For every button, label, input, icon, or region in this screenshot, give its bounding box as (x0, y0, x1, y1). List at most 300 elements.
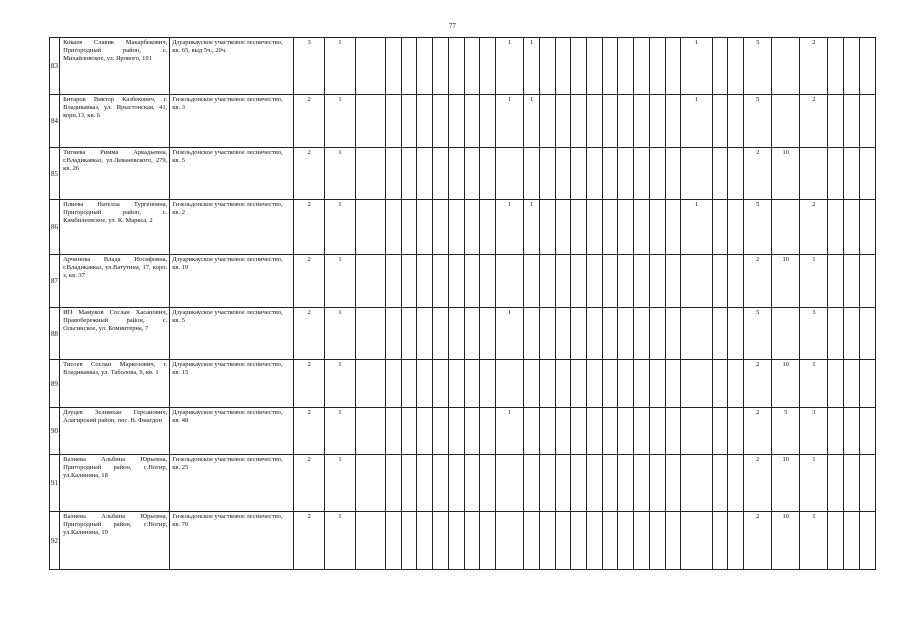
value-cell (464, 255, 480, 308)
value-cell (772, 308, 800, 360)
value-cell (618, 360, 634, 408)
value-cell (555, 148, 571, 200)
value-cell (571, 308, 587, 360)
value-cell (859, 38, 875, 95)
value-cell (480, 512, 496, 570)
value-cell (844, 95, 860, 148)
value-cell (844, 200, 860, 255)
forest-location: Дзуарикауское участковое лесничество, кв. 15 (170, 360, 294, 408)
table-row (50, 255, 876, 308)
value-cell (480, 148, 496, 200)
value-cell (539, 95, 555, 148)
value-cell: 5 (744, 38, 772, 95)
value-cell (401, 255, 417, 308)
value-cell (433, 308, 449, 360)
value-cell (571, 408, 587, 455)
value-cell (586, 200, 602, 255)
value-cell: 1 (325, 408, 355, 455)
value-cell (464, 308, 480, 360)
value-cell (539, 148, 555, 200)
value-cell (464, 455, 480, 512)
value-cell (495, 512, 523, 570)
value-cell (712, 38, 728, 95)
value-cell (728, 148, 744, 200)
value-cell (844, 512, 860, 570)
value-cell (401, 200, 417, 255)
value-cell (385, 255, 401, 308)
value-cell: 2 (800, 200, 828, 255)
value-cell: 1 (495, 408, 523, 455)
owner-name-address: Кокаев Славик Макарбекович, Пригородный район, с. Михайловское, ул. Ярового, 191 (60, 38, 170, 95)
value-cell (448, 512, 464, 570)
value-cell (417, 200, 433, 255)
value-cell (385, 408, 401, 455)
ledger-table (49, 37, 876, 570)
value-cell (555, 255, 571, 308)
value-cell (480, 308, 496, 360)
value-cell (844, 455, 860, 512)
value-cell: 10 (772, 360, 800, 408)
value-cell (828, 455, 844, 512)
value-cell (665, 308, 681, 360)
table-row (50, 38, 876, 95)
value-cell (602, 308, 618, 360)
value-cell (712, 360, 728, 408)
value-cell (844, 408, 860, 455)
table-row (50, 308, 876, 360)
value-cell (712, 408, 728, 455)
value-cell (355, 200, 385, 255)
value-cell (448, 95, 464, 148)
value-cell (448, 255, 464, 308)
value-cell: 3 (293, 38, 324, 95)
value-cell (800, 148, 828, 200)
value-cell (417, 455, 433, 512)
value-cell (634, 200, 650, 255)
value-cell (524, 455, 540, 512)
value-cell (355, 408, 385, 455)
value-cell (539, 38, 555, 95)
value-cell (728, 455, 744, 512)
value-cell: 1 (325, 200, 355, 255)
value-cell (728, 38, 744, 95)
value-cell (385, 308, 401, 360)
value-cell (602, 38, 618, 95)
value-cell (571, 455, 587, 512)
value-cell: 2 (293, 95, 324, 148)
value-cell (649, 148, 665, 200)
value-cell: 1 (524, 95, 540, 148)
value-cell (634, 512, 650, 570)
value-cell: 1 (495, 200, 523, 255)
value-cell: 1 (800, 455, 828, 512)
value-cell (665, 95, 681, 148)
value-cell (618, 148, 634, 200)
value-cell (828, 360, 844, 408)
value-cell: 1 (325, 308, 355, 360)
value-cell (539, 512, 555, 570)
value-cell (401, 38, 417, 95)
value-cell (618, 455, 634, 512)
value-cell (355, 455, 385, 512)
value-cell: 2 (744, 512, 772, 570)
table-row (50, 408, 876, 455)
value-cell (602, 408, 618, 455)
value-cell (385, 200, 401, 255)
value-cell (665, 455, 681, 512)
table-row (50, 360, 876, 408)
value-cell (586, 408, 602, 455)
value-cell: 1 (325, 455, 355, 512)
value-cell (385, 512, 401, 570)
value-cell (385, 360, 401, 408)
value-cell (602, 95, 618, 148)
value-cell (859, 308, 875, 360)
row-number: 92 (50, 512, 60, 570)
value-cell: 1 (681, 38, 712, 95)
value-cell (417, 408, 433, 455)
value-cell (524, 255, 540, 308)
value-cell (355, 512, 385, 570)
value-cell (828, 95, 844, 148)
row-number: 88 (50, 308, 60, 360)
value-cell (417, 38, 433, 95)
value-cell (586, 455, 602, 512)
owner-name-address: ИП Мамуков Сослан Хасанович, Правобережный район, с. Ольгинское, ул. Коминтерна, 7 (60, 308, 170, 360)
value-cell (859, 408, 875, 455)
value-cell (448, 148, 464, 200)
value-cell (464, 95, 480, 148)
value-cell: 1 (524, 38, 540, 95)
value-cell: 1 (495, 95, 523, 148)
value-cell (555, 360, 571, 408)
value-cell (539, 455, 555, 512)
value-cell (844, 308, 860, 360)
value-cell (712, 95, 728, 148)
value-cell: 1 (495, 38, 523, 95)
value-cell: 3 (800, 308, 828, 360)
value-cell (649, 38, 665, 95)
value-cell (728, 408, 744, 455)
value-cell (772, 38, 800, 95)
value-cell (618, 408, 634, 455)
row-number: 86 (50, 200, 60, 255)
value-cell (712, 512, 728, 570)
value-cell: 3 (800, 408, 828, 455)
value-cell (539, 308, 555, 360)
owner-name-address: Дзуцев Зелимхан Герсанович, Алагирский район, пос. В. Фиагдон (60, 408, 170, 455)
value-cell (571, 360, 587, 408)
value-cell (859, 455, 875, 512)
value-cell (571, 95, 587, 148)
value-cell (355, 148, 385, 200)
value-cell (772, 95, 800, 148)
value-cell: 2 (744, 408, 772, 455)
owner-name-address: Валиева Альбина Юрьевна, Пригородный район, с.Ногир, ул.Калинина, 19 (60, 512, 170, 570)
forest-location: Дзуарикауское участковое лесничество, кв. 19 (170, 255, 294, 308)
value-cell: 10 (772, 455, 800, 512)
value-cell (602, 148, 618, 200)
value-cell (555, 38, 571, 95)
value-cell (728, 200, 744, 255)
value-cell: 1 (325, 512, 355, 570)
value-cell (602, 455, 618, 512)
value-cell (649, 360, 665, 408)
value-cell: 2 (293, 408, 324, 455)
value-cell (571, 255, 587, 308)
row-number: 90 (50, 408, 60, 455)
value-cell (555, 512, 571, 570)
owner-name-address: Битаров Виктор Казбекович, г. Владикавказ, ул. Ирыстонская, 41, корп.13, кв. 6 (60, 95, 170, 148)
value-cell (828, 38, 844, 95)
value-cell (586, 95, 602, 148)
value-cell (539, 255, 555, 308)
value-cell (859, 512, 875, 570)
value-cell (417, 255, 433, 308)
value-cell (524, 512, 540, 570)
value-cell (828, 308, 844, 360)
value-cell: 5 (744, 95, 772, 148)
value-cell: 10 (772, 512, 800, 570)
value-cell (859, 148, 875, 200)
value-cell (417, 148, 433, 200)
value-cell (571, 148, 587, 200)
value-cell: 2 (744, 255, 772, 308)
owner-name-address: Валиева Альбина Юрьевна, Пригородный район, с.Ногир, ул.Калинина, 18 (60, 455, 170, 512)
value-cell (602, 200, 618, 255)
forest-location: Дзуарикауское участковое лесничество, кв. 65, выд 5ч., 20ч. (170, 38, 294, 95)
value-cell (448, 455, 464, 512)
value-cell: 1 (325, 38, 355, 95)
value-cell (495, 148, 523, 200)
value-cell (618, 95, 634, 148)
value-cell (859, 360, 875, 408)
value-cell (524, 408, 540, 455)
value-cell: 2 (800, 38, 828, 95)
value-cell (480, 455, 496, 512)
value-cell (712, 308, 728, 360)
value-cell (495, 455, 523, 512)
value-cell (649, 455, 665, 512)
value-cell (355, 360, 385, 408)
value-cell: 1 (800, 512, 828, 570)
value-cell (401, 455, 417, 512)
value-cell (618, 38, 634, 95)
value-cell (634, 308, 650, 360)
value-cell (401, 360, 417, 408)
value-cell: 1 (681, 200, 712, 255)
owner-name-address: Арчинова Влада Иосифовна, г.Владикавказ, ул.Ватутина, 17, корп. з, кв. 37 (60, 255, 170, 308)
table-row (50, 95, 876, 148)
value-cell (586, 360, 602, 408)
value-cell (433, 360, 449, 408)
value-cell (433, 408, 449, 455)
value-cell (571, 512, 587, 570)
value-cell (712, 255, 728, 308)
value-cell (524, 148, 540, 200)
value-cell (634, 38, 650, 95)
forest-location: Гизельдонское участковое лесничество, кв. 2 (170, 200, 294, 255)
page-number: 77 (449, 22, 456, 30)
owner-name-address: Тисоев Сослан Маркоэович, г. Владикавказ, ул. Таболова, 9, кв. 1 (60, 360, 170, 408)
value-cell (539, 200, 555, 255)
value-cell (681, 360, 712, 408)
row-number: 85 (50, 148, 60, 200)
value-cell (618, 308, 634, 360)
value-cell (772, 200, 800, 255)
value-cell (433, 200, 449, 255)
value-cell (649, 200, 665, 255)
value-cell (417, 308, 433, 360)
value-cell (728, 308, 744, 360)
row-number: 89 (50, 360, 60, 408)
value-cell (355, 255, 385, 308)
value-cell: 2 (744, 148, 772, 200)
value-cell (464, 408, 480, 455)
value-cell: 2 (293, 148, 324, 200)
value-cell (649, 95, 665, 148)
value-cell (618, 512, 634, 570)
forest-location: Дзуарикауское участковое лесничество, кв. 48 (170, 408, 294, 455)
value-cell (828, 255, 844, 308)
value-cell (480, 255, 496, 308)
value-cell (602, 360, 618, 408)
value-cell: 1 (325, 255, 355, 308)
value-cell (712, 455, 728, 512)
value-cell (480, 95, 496, 148)
value-cell (385, 455, 401, 512)
value-cell: 2 (293, 255, 324, 308)
value-cell (401, 512, 417, 570)
value-cell (448, 38, 464, 95)
value-cell (602, 512, 618, 570)
value-cell: 10 (772, 148, 800, 200)
value-cell (555, 408, 571, 455)
value-cell (828, 408, 844, 455)
value-cell (665, 148, 681, 200)
value-cell (728, 255, 744, 308)
value-cell (555, 308, 571, 360)
value-cell (571, 200, 587, 255)
value-cell: 1 (524, 200, 540, 255)
value-cell (464, 38, 480, 95)
table-row (50, 455, 876, 512)
forest-location: Гизельдонское участковое лесничество, кв. 3 (170, 95, 294, 148)
value-cell: 1 (325, 148, 355, 200)
value-cell (401, 308, 417, 360)
value-cell (844, 255, 860, 308)
value-cell (417, 95, 433, 148)
value-cell (665, 408, 681, 455)
value-cell (417, 512, 433, 570)
value-cell (433, 512, 449, 570)
value-cell (665, 512, 681, 570)
value-cell (417, 360, 433, 408)
value-cell (634, 148, 650, 200)
value-cell (618, 200, 634, 255)
value-cell (433, 95, 449, 148)
value-cell (480, 408, 496, 455)
value-cell (828, 148, 844, 200)
value-cell (524, 360, 540, 408)
value-cell (828, 200, 844, 255)
value-cell (665, 38, 681, 95)
value-cell: 2 (293, 200, 324, 255)
value-cell (728, 512, 744, 570)
value-cell: 1 (325, 95, 355, 148)
value-cell (433, 38, 449, 95)
value-cell (634, 360, 650, 408)
value-cell (464, 512, 480, 570)
value-cell (524, 308, 540, 360)
forest-location: Дзуарикауское участковое лесничество, кв. 5 (170, 308, 294, 360)
value-cell: 1 (800, 360, 828, 408)
value-cell (712, 200, 728, 255)
value-cell (539, 360, 555, 408)
value-cell (649, 255, 665, 308)
value-cell: 2 (744, 360, 772, 408)
value-cell (448, 360, 464, 408)
value-cell: 5 (744, 308, 772, 360)
value-cell: 1 (495, 308, 523, 360)
value-cell (355, 95, 385, 148)
value-cell (602, 255, 618, 308)
value-cell (480, 360, 496, 408)
row-number: 91 (50, 455, 60, 512)
value-cell (401, 408, 417, 455)
value-cell (448, 200, 464, 255)
value-cell: 10 (772, 255, 800, 308)
value-cell (355, 308, 385, 360)
value-cell (828, 512, 844, 570)
value-cell (385, 148, 401, 200)
value-cell (681, 255, 712, 308)
row-number: 83 (50, 38, 60, 95)
value-cell (634, 408, 650, 455)
value-cell (728, 95, 744, 148)
value-cell: 2 (293, 308, 324, 360)
value-cell (448, 408, 464, 455)
value-cell (433, 148, 449, 200)
value-cell (649, 408, 665, 455)
value-cell (844, 148, 860, 200)
value-cell (433, 455, 449, 512)
value-cell (649, 512, 665, 570)
value-cell (665, 360, 681, 408)
value-cell (495, 360, 523, 408)
forest-location: Гизельдонское участковое лесничество, кв. 70 (170, 512, 294, 570)
value-cell (586, 38, 602, 95)
table-row (50, 200, 876, 255)
value-cell (464, 148, 480, 200)
value-cell (571, 38, 587, 95)
value-cell (859, 95, 875, 148)
table-row (50, 148, 876, 200)
value-cell (586, 308, 602, 360)
value-cell (385, 38, 401, 95)
row-number: 84 (50, 95, 60, 148)
value-cell (681, 455, 712, 512)
value-cell (844, 360, 860, 408)
value-cell (401, 95, 417, 148)
value-cell (480, 200, 496, 255)
value-cell: 2 (293, 512, 324, 570)
value-cell (681, 512, 712, 570)
owner-name-address: Плиева Нателла Тургеновна, Пригородный район, с. Камбилеевское, ул. К. Маркса, 2 (60, 200, 170, 255)
forest-location: Гизельдонское участковое лесничество, кв. 5 (170, 148, 294, 200)
value-cell (681, 408, 712, 455)
value-cell (401, 148, 417, 200)
